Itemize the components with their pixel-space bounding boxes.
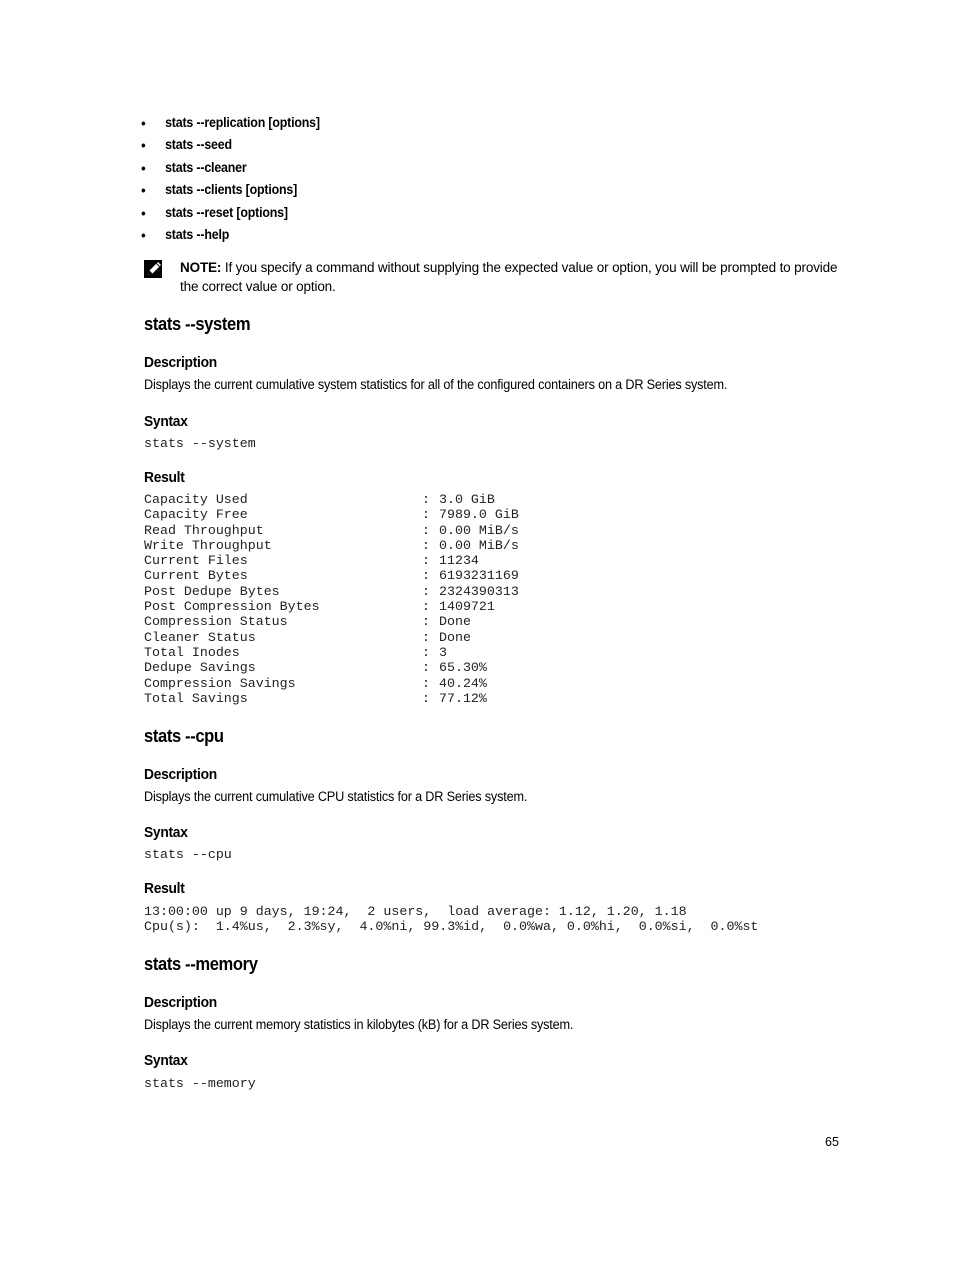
section-title-system: stats --system: [144, 314, 251, 334]
pencil-note-icon: [143, 258, 165, 280]
bullet-icon: •: [141, 137, 146, 154]
cpu-result-heading: Result: [144, 880, 185, 897]
output-line: Cpu(s): 1.4%us, 2.3%sy, 4.0%ni, 99.3%id, 0.0%wa, 0.0%hi, 0.0%si, 0.0%st: [144, 919, 759, 935]
cpu-result-output: [144, 904, 758, 935]
command-list: [143, 114, 843, 248]
memory-description: Displays the current memory statistics in kilobytes (kB) for a DR Series system.: [144, 1017, 574, 1032]
list-item: • stats --seed: [141, 137, 232, 154]
section-title-cpu: stats --cpu: [144, 726, 224, 746]
memory-description-heading: Description: [144, 994, 217, 1011]
bullet-icon: •: [141, 226, 146, 243]
cpu-syntax-heading: Syntax: [144, 824, 188, 841]
document-page: • stats --replication [options] • stats --seed • stats --cleaner • stats --clients [options] • stats --reset [options] • stats --help NOTE: If you specify a command without supplying the expected value or option, you will be prompted to provide the correct value or option. stats --system Description Displays the current cumulative system statistics for all of the configured containers on a DR Series system. Syntax stats --system Result Capacity Used : 3.0 GiB Capacity Free : 7989.0 GiB Read Throughput : 0.00 MiB/s Write Throughput : 0.00 MiB/s Current Files : 11234 Current Bytes : 6193231169 Post Dedupe Bytes : 2324390313 Post Compression Bytes : 1409721 Compression Status : Done Cleaner Status : Done Total Inodes : 3 Dedupe Savings : 65.30% Compression Savings : 40.24% Total Savings : 77.12% stats --cpu Description Displays the current cumulative CPU statistics for a DR Series system. Syntax stats --cpu Result 13:00:00 up 9 days, 19:24, 2 users, load average: 1.12, 1.20, 1.18 Cpu(s): 1.4%us, 2.3%sy, 4.0%ni, 99.3%id, 0.0%wa, 0.0%hi, 0.0%si, 0.0%st stats --memory Description Displays the current memory statistics in kilobytes (kB) for a DR Series system. Syntax stats --memory 65: [0, 0, 954, 1268]
output-line: 13:00:00 up 9 days, 19:24, 2 users, load average: 1.12, 1.20, 1.18: [144, 904, 687, 919]
page-number: 65: [825, 1135, 839, 1149]
system-syntax-heading: Syntax: [144, 413, 188, 430]
bullet-icon: •: [141, 159, 146, 176]
section-title-memory: stats --memory: [144, 954, 258, 974]
system-syntax-code: stats --system: [144, 436, 256, 451]
system-result-heading: Result: [144, 469, 185, 486]
memory-syntax-code: stats --memory: [144, 1076, 256, 1091]
system-description-heading: Description: [144, 354, 217, 371]
list-item: • stats --clients [options]: [141, 182, 298, 199]
cpu-syntax-code: stats --cpu: [144, 847, 232, 862]
note-body: If you specify a command without supplying the expected value or option, you will be prompted to provide the correct value or option.: [180, 260, 838, 294]
system-description: Displays the current cumulative system statistics for all of the configured containers on a DR Series system.: [144, 377, 728, 392]
bullet-icon: •: [141, 115, 146, 131]
note-text: [180, 258, 840, 296]
cpu-description: Displays the current cumulative CPU statistics for a DR Series system.: [144, 789, 528, 804]
list-item: • stats --cleaner: [141, 159, 247, 176]
cpu-description-heading: Description: [144, 766, 217, 783]
bullet-icon: •: [141, 182, 146, 199]
list-item: • stats --reset [options]: [141, 204, 288, 221]
bullet-icon: •: [141, 204, 146, 221]
list-item: • stats --help: [141, 226, 230, 243]
memory-syntax-heading: Syntax: [144, 1052, 188, 1069]
list-item: • stats --replication [options]: [141, 115, 320, 131]
note-label: NOTE:: [180, 260, 222, 275]
